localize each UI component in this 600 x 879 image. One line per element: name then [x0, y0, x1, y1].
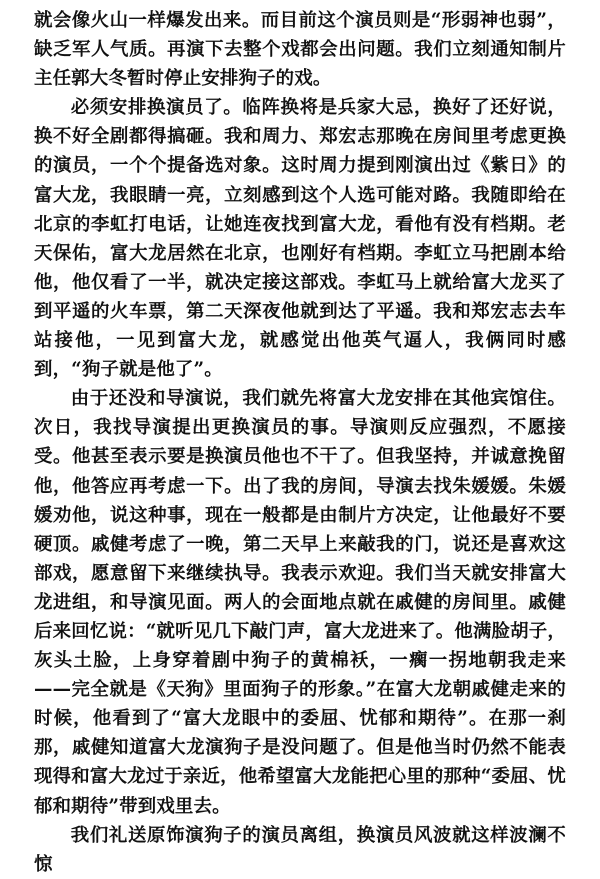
- paragraph-continued: 就会像火山一样爆发出来。而目前这个演员则是“形弱神也弱”，缺乏军人气质。再演下去整个戏都会出问题。我们立刻通知制片主任郭大冬暂时停止安排狗子的戏。: [34, 10, 566, 90]
- page-text: [34, 6, 566, 879]
- paragraph-director-reaction: 由于还没和导演说，我们就先将富大龙安排在其他宾馆住。次日，我找导演提出更换演员的事。导演则反应强烈，不愿接受。他甚至表示要是换演员他也不干了。但我坚持，并诚意挽留他，他答应再考虑一下。出了我的房间，导演去找朱媛媛。朱媛媛劝他，说这种事，现在一般都是由制片方决定，让他最好不要硬顶。戚健考虑了一晚，第二天早上来敲我的门，说还是喜欢这部戏，愿意留下来继续执导。我表示欢迎。我们当天就安排富大龙进组，和导演见面。两人的会面地点就在戚健的房间里。戚健后来回忆说：“就听见几下敲门声，富大龙进来了。他满脸胡子，灰头土脸，上身穿着剧中狗子的黄棉袄，一瘸一拐地朝我走来——完全就是《天狗》里面狗子的形象。”在富大龙朝戚健走来的时候，他看到了“富大龙眼中的委屈、忧郁和期待”。在那一刹那，戚健知道富大龙演狗子是没问题了。但是他当时仍然不能表现得和富大龙过于亲近，他希望富大龙能把心里的那种“委屈、忧郁和期待”带到戏里去。: [34, 388, 566, 817]
- paragraph-closing: 我们礼送原饰演狗子的演员离组，换演员风波就这样波澜不惊: [34, 824, 566, 875]
- paragraph-replace-actor: 必须安排换演员了。临阵换将是兵家大忌，换好了还好说，换不好全剧都得搞砸。我和周力、郑宏志那晚在房间里考虑更换的演员，一个个提备选对象。这时周力提到刚演出过《紫日》的富大龙，我眼睛一亮，立刻感到这个人选可能对路。我随即给在北京的李虹打电话，让她连夜找到富大龙，看他有没有档期。老天保佑，富大龙居然在北京，也刚好有档期。李虹立马把剧本给他，他仅看了一半，就决定接这部戏。李虹马上就给富大龙买了到平遥的火车票，第二天深夜他就到达了平遥。我和郑宏志去车站接他，一见到富大龙，就感觉出他英气逼人，我俩同时感到，“狗子就是他了”。: [34, 97, 566, 381]
